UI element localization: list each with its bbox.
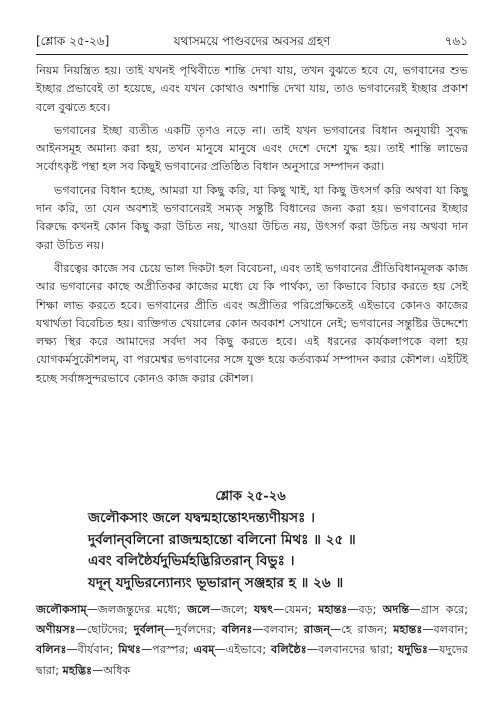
verse-heading: শ্লোক ২৫-২৬ [215,489,286,504]
verse-line: দুর্বলান্‌বলিনো রাজন্মহান্তো বলিনো মিথঃ ॥ ২৫ ॥ [88,531,356,548]
synonym-meaning: —ছোটদের; [75,623,134,637]
synonym-term: মহান্তঃ [318,603,348,616]
synonym-meaning: —বড়; [347,603,383,616]
synonym-term: মহান্তঃ [393,623,423,637]
paragraph: ভগবানের বিধান হচ্ছে, আমরা যা কিছু করি, যা কিছু খাই, যা কিছু উৎসর্গ করি অথবা যা কিছু দান করি, তা যেন অবশ্যই ভগবানেরই সম্যক্ সন্তুষ্টি বিধানের জন্য করা হয়। ভগবানের ইচ্ছার বিরুদ্ধে কখনই কোন কিছু করা উচিত নয়, খাওয়া উচিত নয়, উৎসর্গ করা উচিত নয় অথবা দান করা উচিত নয়। [36,183,468,252]
synonym-term: জলে [187,603,210,616]
synonym-term: যদ্বৎ [254,603,274,616]
synonym-meaning: —দুর্বলদের; [164,623,222,637]
synonym-meaning: —জলে; [209,603,255,616]
verse-line: যদূন্ যদুভিরন্যোন্যং ভূভারান্ সঞ্জহার হ ॥ ২৬ ॥ [88,574,344,591]
paragraph: বীরত্বের কাজে সব চেয়ে ভাল দিকটা হল বিবেচনা, এবং তাই ভগবানের প্রীতিবিধানমূলক কাজ আর ভগবানের কাছে অপ্রীতিকর কাজের মধ্যে যে কি পার্থক্য, তা কিভাবে বিচার করতে হয় সেই শিক্ষা লাভ করতে হবে। ভগবানের প্রীতি এবং অপ্রীতির পরিপ্রেক্ষিতেই এইভাবে কোনও কাজের যথার্থতা বিবেচিত হয়। ব্যক্তিগত খেয়ালের কোন অবকাশ সেখানে নেই; ভগবানের সন্তুষ্টির উদ্দেশ্যে লক্ষ্য স্থির করে আমাদের সর্বদা সব কিছু করতে হবে। এই ধরনের কার্যকলাপকে বলা হয় যোগকর্মসুকৌশলম্, বা পরমেশ্বর ভগবানের সঙ্গে যুক্ত হয়ে কর্তব্যকর্ম সম্পাদন করার কৌশল। এইটিই হচ্ছে সর্বাঙ্গসুন্দরভাবে কোনও কাজ করার কৌশল। [36,261,468,385]
page-header [36,30,468,50]
synonym-meaning: —হে রাজন; [330,623,394,637]
synonym-term: রাজন্ [303,623,331,637]
verse-range-label: [শ্লোক ২৫-২৬] [36,34,110,48]
synonym-meaning: —জলজন্তুদের মধ্যে; [86,603,188,616]
synonym-meaning: —যেমন; [273,603,319,616]
verse-line: জলৌকসাং জলে যদ্বন্মহান্তোঽদন্ত্যণীয়সঃ । [88,510,315,526]
synonym-meaning: —এইভাবে; [214,643,272,657]
synonym-term: বলিনঃ [36,643,67,657]
synonym-term: অণীয়সঃ [36,623,76,637]
synonym-term: মিথঃ [118,643,141,657]
synonym-term: জলৌকসাম্ [36,603,87,616]
page-number: ৭৬১ [444,34,468,48]
synonym-term: এবম্ [193,643,215,657]
synonym-term: যদুভিঃ [398,643,428,657]
synonym-meaning: —গ্রাস করে; [409,603,468,616]
sanskrit-verse [88,508,488,594]
synonym-meaning: —বলবান; [252,623,304,637]
synonym-term: মহদ্ভিঃ [62,663,93,677]
paragraph: ভগবানের ইচ্ছা ব্যতীত একটি তৃণও নড়ে না। তাই যখন ভগবানের বিধান অনুযায়ী সুবদ্ধ আইনসমূহ অমান্য করা হয়, তখন মানুষে মানুষে এবং দেশে দেশে যুদ্ধ হয়। তাই শান্তি লাভের সর্বোৎকৃষ্ট পন্থা হল সব কিছুই ভগবানের প্রতিষ্ঠিত বিধান অনুসারে সম্পাদন করা। [36,123,468,174]
paragraph: নিয়ম নিয়ন্ত্রিত হয়। তাই যখনই পৃথিবীতে শান্তি দেখা যায়, তখন বুঝতে হবে যে, ভগবানের শুভ ইচ্ছার প্রভাবেই তা হয়েছে, এবং যখন কোথাও অশান্তি দেখা যায়, তাও ভগবানেরই ইচ্ছার প্রকাশ বলে বুঝতে হবে। [36,64,468,114]
header-divider [36,54,468,55]
synonym-meaning: —বলবান; [422,623,469,637]
verse-line: এবং বলিষ্ঠৈর্যদুভির্মহদ্ভিরিতরান্ বিভুঃ । [88,553,295,569]
synonym-meaning: —পরস্পর; [140,643,194,657]
synonym-meaning: —বলবানদের দ্বারা; [306,643,399,657]
synonym-term: অদন্তি [382,603,410,616]
synonym-term: বলিনঃ [221,623,253,637]
purport-text [36,62,468,393]
word-synonyms [36,600,468,681]
synonym-meaning: —অধিক [92,663,131,677]
synonym-term: বলিষ্ঠৈঃ [271,643,307,657]
synonym-meaning: —যদুদের দ্বারা; [36,643,468,677]
chapter-title: যথাসময়ে পাণ্ডবদের অবসর গ্রহণ [173,34,331,48]
synonym-meaning: —বীর্যবান; [66,643,119,657]
synonym-term: দুর্বলান্ [133,623,165,637]
